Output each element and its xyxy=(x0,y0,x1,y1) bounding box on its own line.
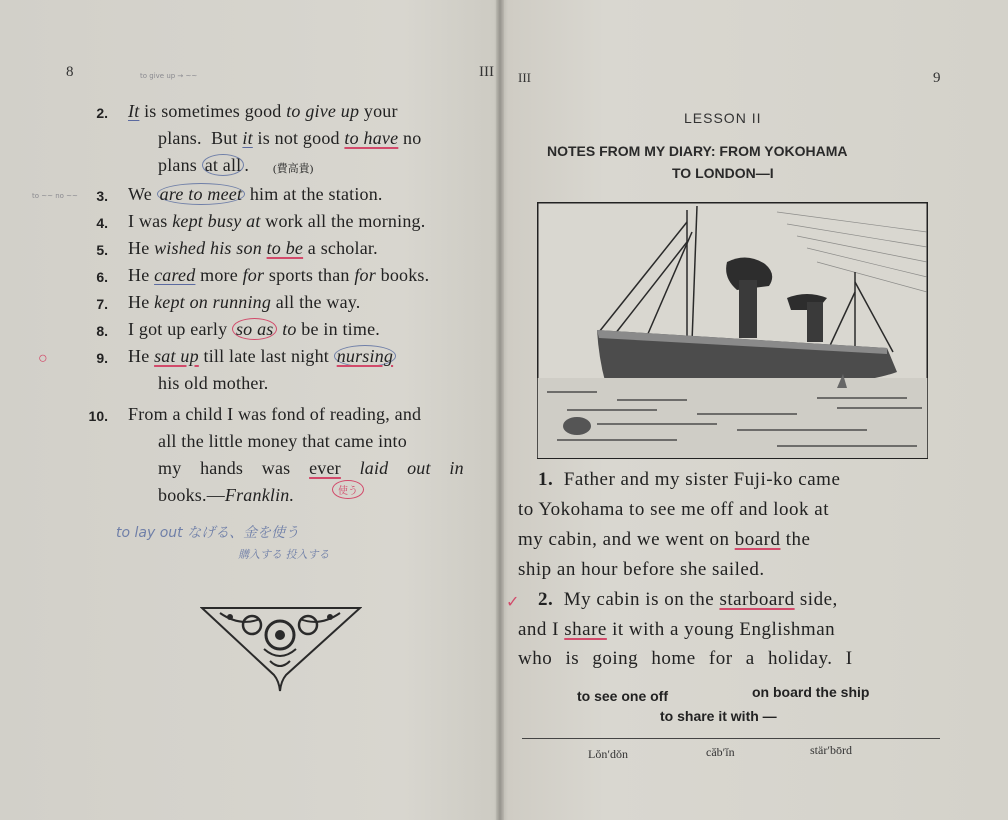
divider-rule xyxy=(522,738,940,739)
pronunciation: stär′bōrd xyxy=(810,743,852,757)
pencil-margin-note: to ~~ no ~~ xyxy=(32,192,78,200)
pencil-note-top: to give up → ~~ xyxy=(140,72,198,80)
sentence-line: my hands was ever laid out in xyxy=(158,458,464,478)
pronunciation: căb′ĭn xyxy=(706,745,735,759)
sentence-line: From a child I was fond of reading, and xyxy=(128,404,422,424)
left-page-number: 8 xyxy=(66,64,74,80)
sentence-line: books.—Franklin. xyxy=(158,485,295,505)
paragraph-line: 2. My cabin is on the starboard side, xyxy=(538,589,838,610)
item-number: 10. xyxy=(88,408,108,424)
sentence-line: all the little money that came into xyxy=(158,431,407,451)
paragraph-line: who is going home for a holiday. I xyxy=(518,648,853,669)
sentence-line: I got up early so as to be in time. xyxy=(128,319,380,339)
paragraph-number: 2. xyxy=(538,589,554,610)
item-number: 3. xyxy=(96,188,108,204)
vocab-phrase: on board the ship xyxy=(752,684,870,700)
handwritten-note: 購入する 投入する xyxy=(238,548,330,561)
red-circled-note: 使う xyxy=(332,480,364,499)
item-number: 5. xyxy=(96,242,108,258)
sentence-line: I was kept busy at work all the morning. xyxy=(128,211,426,231)
sentence-line: plans at all . xyxy=(158,155,250,175)
lesson-label: LESSON II xyxy=(684,110,762,126)
sentence-line: It is sometimes good to give up your xyxy=(128,101,398,121)
sentence-line: We are to meet him at the station. xyxy=(128,184,383,204)
red-margin-circle: ○ xyxy=(38,350,48,367)
sentence-line: his old mother. xyxy=(158,373,269,393)
item-number: 9. xyxy=(96,350,108,366)
sentence-line: He kept on running all the way. xyxy=(128,292,361,312)
left-section-mark: III xyxy=(479,64,494,80)
sentence-line: He sat up till late last night nursing xyxy=(128,346,396,367)
handwritten-note: to lay out なげる、金を使う xyxy=(116,525,300,541)
item-number: 7. xyxy=(96,296,108,312)
sentence-line: plans. But it is not good to have no xyxy=(158,128,422,148)
red-check-mark: ✓ xyxy=(506,594,520,611)
pronunciation: Lŏn′dǒn xyxy=(588,747,628,761)
steamship-illustration xyxy=(537,202,928,459)
paragraph-line: my cabin, and we went on board the xyxy=(518,529,811,550)
item-number: 2. xyxy=(96,105,108,121)
sentence-line: He wished his son to be a scholar. xyxy=(128,238,378,258)
item-number: 4. xyxy=(96,215,108,231)
gloss-note: (費高貴) xyxy=(273,163,314,175)
paragraph-line: 1. Father and my sister Fuji-ko came xyxy=(538,469,841,490)
book-gutter xyxy=(496,0,504,820)
lesson-title-line2: TO LONDON—I xyxy=(672,165,774,181)
item-number: 6. xyxy=(96,269,108,285)
right-page-number: 9 xyxy=(933,70,941,86)
paragraph-number: 1. xyxy=(538,469,554,490)
sentence-line: He cared more for sports than for books. xyxy=(128,265,430,285)
paragraph-line: to Yokohama to see me off and look at xyxy=(518,499,830,520)
floral-ornament xyxy=(200,605,362,693)
paragraph-line: and I share it with a young Englishman xyxy=(518,619,836,640)
paragraph-line: ship an hour before she sailed. xyxy=(518,559,765,580)
lesson-title-line1: NOTES FROM MY DIARY: FROM YOKOHAMA xyxy=(547,143,848,159)
vocab-phrase: to see one off xyxy=(577,688,669,704)
item-number: 8. xyxy=(96,323,108,339)
right-section-mark: III xyxy=(518,70,531,85)
vocab-phrase: to share it with — xyxy=(660,708,777,724)
